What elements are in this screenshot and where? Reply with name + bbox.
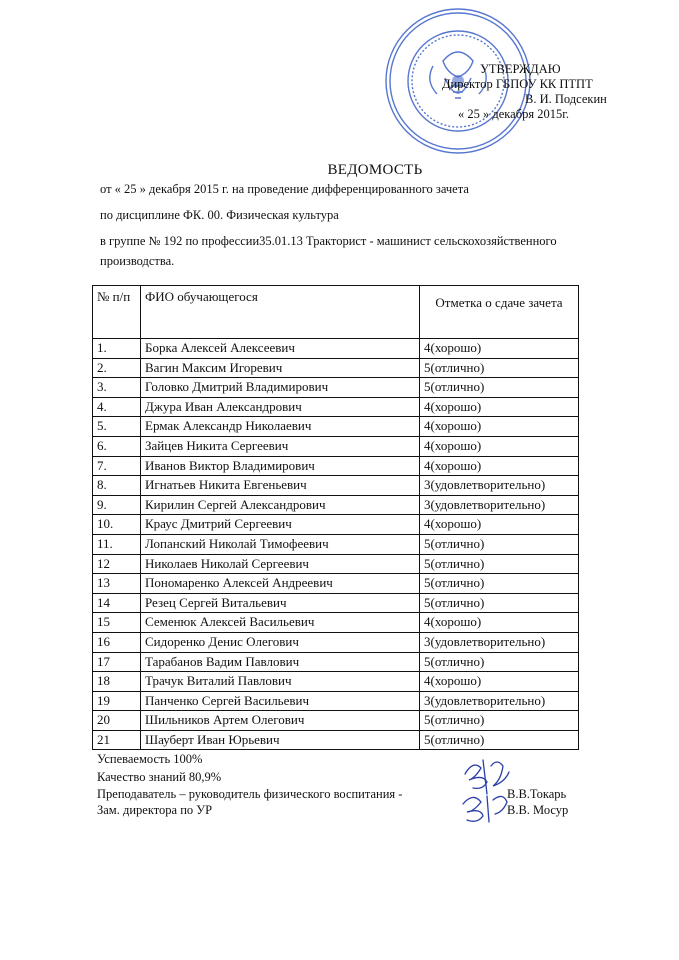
row-number: 10. [93,515,141,535]
student-name: Головко Дмитрий Владимирович [141,378,420,398]
student-name: Панченко Сергей Васильевич [141,691,420,711]
row-number: 18 [93,672,141,692]
grade-mark: 4(хорошо) [420,515,579,535]
row-number: 20 [93,711,141,731]
teacher-role: Преподаватель – руководитель физического воспитания - [97,787,403,801]
table-row [93,672,579,692]
student-name: Джура Иван Александрович [141,397,420,417]
student-name: Пономаренко Алексей Андреевич [141,574,420,594]
row-number: 17 [93,652,141,672]
approval-signer: В. И. Подсекин [525,92,607,106]
student-name: Николаев Николай Сергеевич [141,554,420,574]
student-name: Сидоренко Денис Олегович [141,632,420,652]
table-row [93,554,579,574]
grade-mark: 5(отлично) [420,378,579,398]
student-name: Шильников Артем Олегович [141,711,420,731]
student-name: Тарабанов Вадим Павлович [141,652,420,672]
student-name: Лопанский Николай Тимофеевич [141,534,420,554]
table-row [93,632,579,652]
student-name: Ермак Александр Николаевич [141,417,420,437]
row-number: 16 [93,632,141,652]
grade-mark: 3(удовлетворительно) [420,632,579,652]
header-name: ФИО обучающегося [141,286,420,339]
teacher-name: В.В.Токарь [507,787,567,801]
table-row [93,339,579,359]
table-header-row [93,286,579,339]
student-name: Шауберт Иван Юрьевич [141,730,420,750]
student-name: Борка Алексей Алексеевич [141,339,420,359]
grade-mark: 5(отлично) [420,730,579,750]
table-row [93,476,579,496]
row-number: 14 [93,593,141,613]
handwritten-signatures [455,752,517,830]
table-row [93,515,579,535]
grade-mark: 5(отлично) [420,358,579,378]
discipline-line: по дисциплине ФК. 00. Физическая культура [100,208,339,222]
grade-mark: 5(отлично) [420,593,579,613]
header-mark: Отметка о сдаче зачета [420,286,579,339]
student-name: Семенюк Алексей Васильевич [141,613,420,633]
knowledge-quality: Качество знаний 80,9% [97,770,222,784]
row-number: 5. [93,417,141,437]
group-line-continuation: производства. [100,254,175,268]
grade-mark: 4(хорошо) [420,339,579,359]
row-number: 12 [93,554,141,574]
grade-mark: 4(хорошо) [420,672,579,692]
group-line: в группе № 192 по профессии35.01.13 Тракторист - машинист сельскохозяйственного [100,234,557,248]
row-number: 9. [93,495,141,515]
approval-position: Директор ГБПОУ КК ПТПТ [442,77,593,91]
table-row [93,436,579,456]
student-name: Вагин Максим Игоревич [141,358,420,378]
row-number: 2. [93,358,141,378]
approval-date: « 25 » декабря 2015г. [458,107,570,121]
success-rate: Успеваемость 100% [97,752,203,766]
table-row [93,691,579,711]
student-name: Резец Сергей Витальевич [141,593,420,613]
table-row [93,652,579,672]
grade-mark: 4(хорошо) [420,397,579,417]
table-row [93,456,579,476]
student-name: Краус Дмитрий Сергеевич [141,515,420,535]
table-row [93,593,579,613]
row-number: 4. [93,397,141,417]
grade-mark: 4(хорошо) [420,456,579,476]
grade-mark: 5(отлично) [420,652,579,672]
row-number: 3. [93,378,141,398]
student-name: Трачук Виталий Павлович [141,672,420,692]
approval-block [430,62,645,122]
student-name: Иванов Виктор Владимирович [141,456,420,476]
student-name: Игнатьев Никита Евгеньевич [141,476,420,496]
table-row [93,378,579,398]
row-number: 19 [93,691,141,711]
grade-mark: 4(хорошо) [420,417,579,437]
deputy-role: Зам. директора по УР [97,803,213,817]
table-row [93,495,579,515]
grade-mark: 5(отлично) [420,574,579,594]
table-row [93,574,579,594]
grade-mark: 3(удовлетворительно) [420,476,579,496]
grades-table [92,285,579,750]
grade-mark: 4(хорошо) [420,613,579,633]
grade-mark: 3(удовлетворительно) [420,691,579,711]
row-number: 15 [93,613,141,633]
table-row [93,711,579,731]
grade-mark: 4(хорошо) [420,436,579,456]
student-name: Зайцев Никита Сергеевич [141,436,420,456]
document-title: ВЕДОМОСТЬ [327,162,423,178]
grade-mark: 5(отлично) [420,534,579,554]
table-row [93,397,579,417]
row-number: 13 [93,574,141,594]
header-num: № п/п [93,286,141,339]
approval-heading: УТВЕРЖДАЮ [480,62,561,76]
row-number: 1. [93,339,141,359]
exam-date-line: от « 25 » декабря 2015 г. на проведение дифференцированного зачета [100,182,469,196]
row-number: 6. [93,436,141,456]
table-row [93,417,579,437]
row-number: 8. [93,476,141,496]
grade-mark: 5(отлично) [420,711,579,731]
row-number: 11. [93,534,141,554]
table-row [93,613,579,633]
row-number: 7. [93,456,141,476]
row-number: 21 [93,730,141,750]
table-row [93,534,579,554]
grade-mark: 3(удовлетворительно) [420,495,579,515]
student-name: Кирилин Сергей Александрович [141,495,420,515]
table-row [93,730,579,750]
deputy-name: В.В. Мосур [507,803,569,817]
table-row [93,358,579,378]
grade-mark: 5(отлично) [420,554,579,574]
